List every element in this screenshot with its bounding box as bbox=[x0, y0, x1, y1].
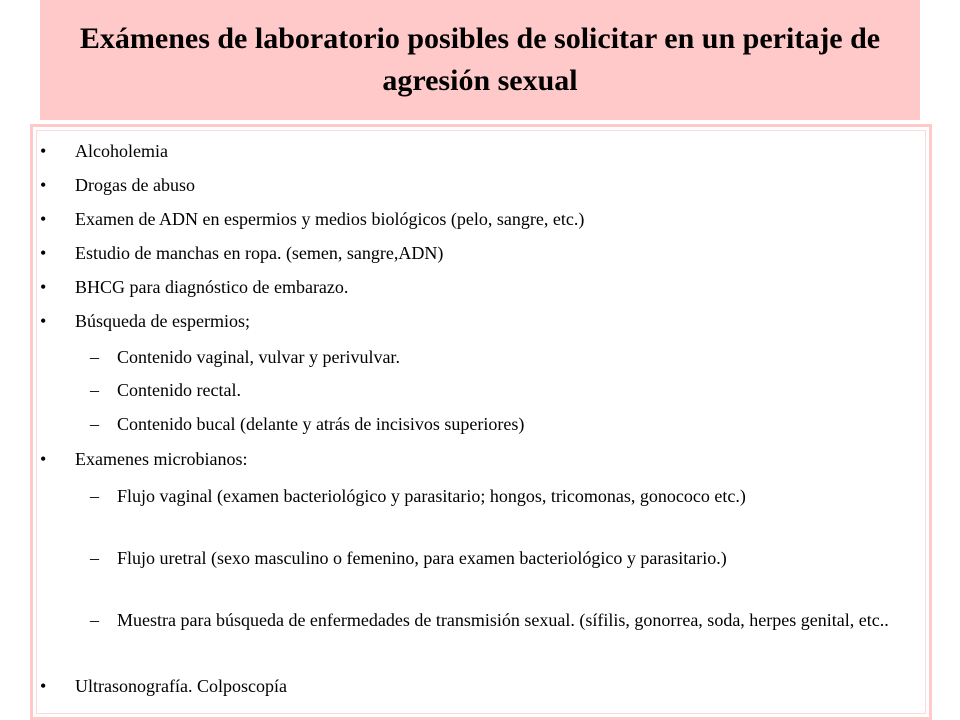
list-item-text: Alcoholemia bbox=[75, 141, 168, 161]
sub-list-item-text: Flujo vaginal (examen bacteriológico y parasitario; hongos, tricomonas, gonococo etc.) bbox=[117, 486, 746, 506]
list-item-text: Examenes microbianos: bbox=[75, 449, 248, 469]
bullet-marker: • bbox=[40, 141, 47, 161]
title-banner bbox=[40, 0, 920, 120]
list-item-text: Drogas de abuso bbox=[75, 175, 195, 195]
dash-marker: – bbox=[90, 486, 99, 506]
list-item-text: Estudio de manchas en ropa. (semen, sangre,ADN) bbox=[75, 243, 444, 263]
bullet-marker: • bbox=[40, 311, 47, 331]
bullet-marker: • bbox=[40, 209, 47, 229]
sub-list-item-text: Flujo uretral (sexo masculino o femenino, para examen bacteriológico y parasitario.) bbox=[117, 548, 727, 568]
bullet-marker: • bbox=[40, 449, 47, 469]
dash-marker: – bbox=[90, 610, 99, 630]
list-item-text: Búsqueda de espermios; bbox=[75, 311, 250, 331]
bullet-marker: • bbox=[40, 243, 47, 263]
sub-list-item-text: Contenido bucal (delante y atrás de incisivos superiores) bbox=[117, 414, 525, 434]
list-item-text: Examen de ADN en espermios y medios biológicos (pelo, sangre, etc.) bbox=[75, 209, 585, 229]
dash-marker: – bbox=[90, 347, 99, 367]
list-item-text: BHCG para diagnóstico de embarazo. bbox=[75, 277, 349, 297]
bullet-marker: • bbox=[40, 676, 47, 696]
bullet-marker: • bbox=[40, 277, 47, 297]
dash-marker: – bbox=[90, 414, 99, 434]
list-item-text: Ultrasonografía. Colposcopía bbox=[75, 676, 287, 696]
sub-list-item-text: Contenido rectal. bbox=[117, 380, 241, 400]
slide-title: Exámenes de laboratorio posibles de solicitar en un peritaje de agresión sexual bbox=[79, 22, 881, 97]
sub-list-item-text: Contenido vaginal, vulvar y perivulvar. bbox=[117, 347, 400, 367]
bullet-marker: • bbox=[40, 175, 47, 195]
dash-marker: – bbox=[90, 548, 99, 568]
sub-list-item-text: Muestra para búsqueda de enfermedades de transmisión sexual. (sífilis, gonorrea, soda, herpes genital, etc.. bbox=[117, 610, 889, 630]
dash-marker: – bbox=[90, 380, 99, 400]
